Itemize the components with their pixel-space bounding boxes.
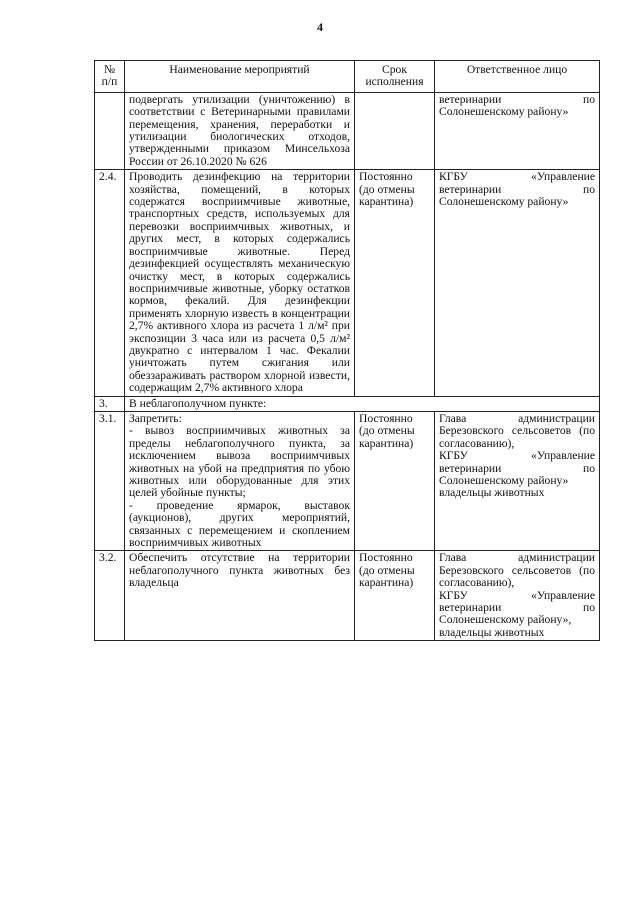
- row-term: Постоянно (до отмены карантина): [355, 411, 435, 550]
- table-row: [95, 551, 600, 641]
- table-row: [95, 411, 600, 550]
- row-term: Постоянно (до отмены карантина): [355, 551, 435, 641]
- section-title: В неблагополучном пункте:: [125, 396, 600, 411]
- table-row: [95, 170, 600, 396]
- measures-table: [94, 60, 600, 641]
- section-number: 3.: [95, 396, 125, 411]
- header-responsible: Ответственное лицо: [435, 61, 600, 93]
- row-measure: Обеспечить отсутствие на территории неблагополучного пункта животных без владельца: [125, 551, 355, 641]
- table-row: [95, 92, 600, 169]
- header-name: Наименование мероприятий: [125, 61, 355, 93]
- row-number: 3.1.: [95, 411, 125, 550]
- row-term: [355, 92, 435, 169]
- row-measure: Запретить: - вывоз восприимчивых животных за пределы неблагополучного пункта, за исключением вывоза восприимчивых животных на убой на предприятия по убою животных или оборудованные для этих целей убойные пункты; - проведение ярмарок, выставок (аукционов), других мероприятий, связанных с перемещением и скоплением восприимчивых животных: [125, 411, 355, 550]
- row-measure: Проводить дезинфекцию на территории хозяйства, помещений, в которых содержатся восприимчивые животные, транспортных средств, используемых для перевозки восприимчивых животных, и других мест, в которых содержались восприимчивые животные. Перед дезинфекцией осуществлять механическую очистку мест, в которых содержались восприимчивые животные, уборку остатков кормов, фекалий. Для дезинфекции применять хлорную известь в концентрации 2,7% активного хлора из расчета 1 л/м² при экспозиции 3 часа или из расчета 0,5 л/м² двукратно с интервалом 1 час. Фекалии уничтожать путем сжигания или обеззараживать раствором хлорной извести, содержащим 2,7% активного хлора: [125, 170, 355, 396]
- row-responsible: КГБУ «Управление ветеринарии по Солонешенскому району»: [435, 170, 600, 396]
- table-header-row: [95, 61, 600, 93]
- page-number: 4: [317, 20, 323, 34]
- row-responsible: Глава администрации Березовского сельсоветов (по согласованию), КГБУ «Управление ветеринарии по Солонешенскому району» владельцы животных: [435, 411, 600, 550]
- header-term: Срок исполнения: [355, 61, 435, 93]
- section-row: [95, 396, 600, 411]
- row-number: [95, 92, 125, 169]
- row-term: Постоянно (до отмены карантина): [355, 170, 435, 396]
- row-responsible: ветеринарии по Солонешенскому району»: [435, 92, 600, 169]
- row-number: 3.2.: [95, 551, 125, 641]
- header-num: № п/п: [95, 61, 125, 93]
- row-measure: подвергать утилизации (уничтожению) в соответствии с Ветеринарными правилами перемещения, хранения, переработки и утилизации биологических отходов, утвержденными приказом Минсельхоза России от 26.10.2020 № 626: [125, 92, 355, 169]
- row-responsible: Глава администрации Березовского сельсоветов (по согласованию), КГБУ «Управление ветеринарии по Солонешенскому району», владельцы животных: [435, 551, 600, 641]
- row-number: 2.4.: [95, 170, 125, 396]
